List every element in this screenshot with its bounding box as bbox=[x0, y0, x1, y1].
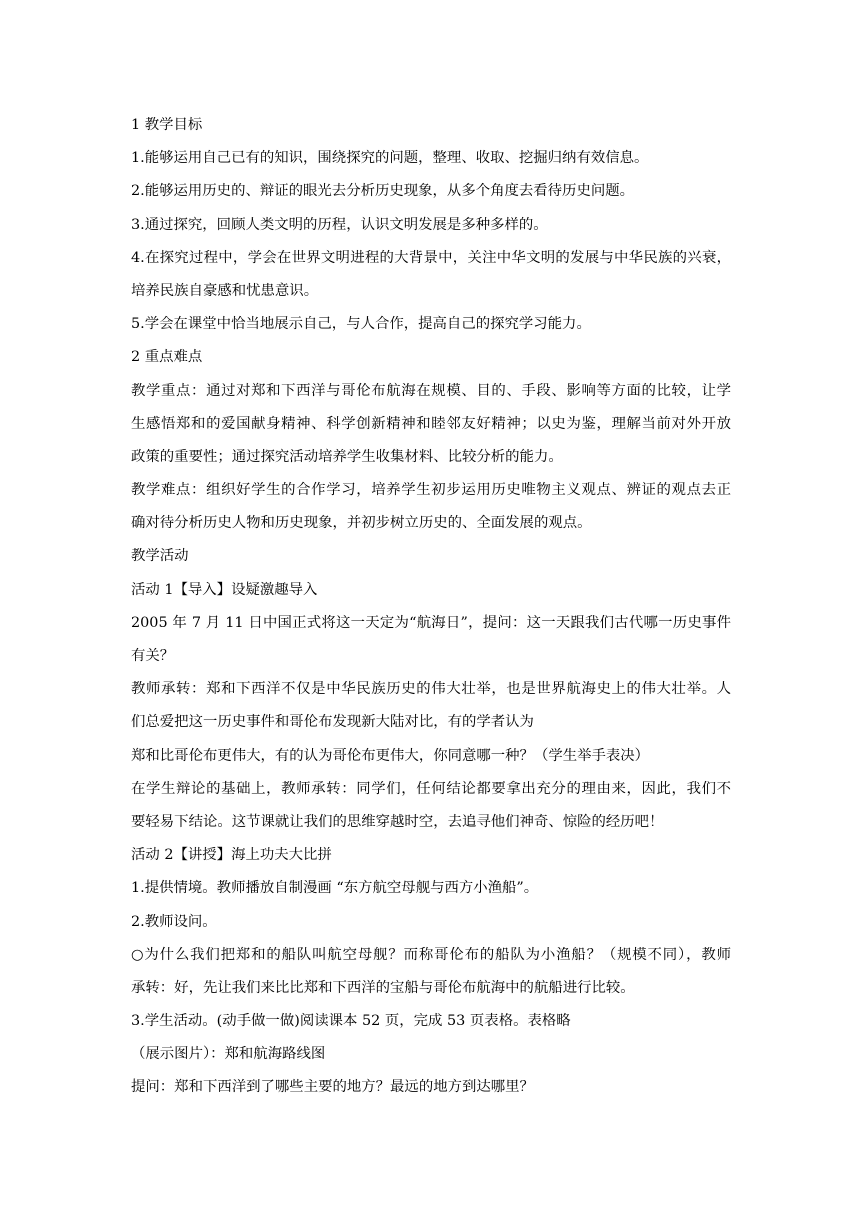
paragraph-line: ○为什么我们把郑和的船队叫航空母舰？而称哥伦布的船队为小渔船？（规模不同），教师 bbox=[131, 946, 731, 963]
paragraph-line: 确对待分析历史人物和历史现象，并初步树立历史的、全面发展的观点。 bbox=[131, 515, 592, 532]
paragraph-line: 3.通过探究，回顾人类文明的历程，认识文明发展是多种多样的。 bbox=[131, 216, 548, 233]
paragraph-line: 要轻易下结论。这节课就让我们的思维穿越时空，去追寻他们神奇、惊险的经历吧！ bbox=[131, 813, 664, 830]
paragraph-line: 培养民族自豪感和忧患意识。 bbox=[131, 282, 319, 299]
paragraph-line: 郑和比哥伦布更伟大，有的认为哥伦布更伟大，你同意哪一种？（学生举手表决） bbox=[131, 747, 650, 764]
section-heading: 2 重点难点 bbox=[131, 349, 203, 366]
paragraph-line: 3.学生活动。(动手做一做)阅读课本 52 页，完成 53 页表格。表格略 bbox=[131, 1013, 571, 1030]
document-body bbox=[131, 109, 731, 1105]
paragraph-line: 政策的重要性；通过探究活动培养学生收集材料、比较分析的能力。 bbox=[131, 448, 563, 465]
paragraph-line: （展示图片）：郑和航海路线图 bbox=[131, 1046, 326, 1063]
paragraph-line: 承转：好，先让我们来比比郑和下西洋的宝船与哥伦布航海中的航船进行比较。 bbox=[131, 979, 635, 996]
activity-heading: 活动 1【导入】设疑激趣导入 bbox=[131, 581, 318, 598]
paragraph-line: 2.能够运用历史的、辩证的眼光去分析历史现象，从多个角度去看待历史问题。 bbox=[131, 183, 635, 200]
paragraph-line: 4.在探究过程中，学会在世界文明进程的大背景中，关注中华文明的发展与中华民族的兴衰， bbox=[131, 249, 731, 266]
paragraph-line: 5.学会在课堂中恰当地展示自己，与人合作，提高自己的探究学习能力。 bbox=[131, 316, 591, 333]
paragraph-line: 2.教师设问。 bbox=[131, 913, 217, 930]
paragraph-line: 有关？ bbox=[131, 648, 175, 664]
paragraph-line: 提问：郑和下西洋到了哪些主要的地方？最远的地方到达哪里？ bbox=[131, 1079, 534, 1096]
paragraph-line: 2005 年 7 月 11 日中国正式将这一天定为“航海日”，提问：这一天跟我们古代哪一历史事件 bbox=[131, 614, 731, 631]
paragraph-line: 教学难点：组织好学生的合作学习，培养学生初步运用历史唯物主义观点、辨证的观点去正 bbox=[131, 482, 731, 499]
section-heading: 1 教学目标 bbox=[131, 117, 203, 133]
paragraph-line: 教学重点：通过对郑和下西洋与哥伦布航海在规模、目的、手段、影响等方面的比较，让学 bbox=[131, 382, 731, 399]
paragraph-line: 们总爱把这一历史事件和哥伦布发现新大陆对比，有的学者认为 bbox=[131, 714, 534, 731]
paragraph-line: 1.能够运用自己已有的知识，围绕探究的问题，整理、收取、挖掘归纳有效信息。 bbox=[131, 150, 649, 167]
paragraph-line: 在学生辩论的基础上，教师承转：同学们，任何结论都要拿出充分的理由来，因此，我们不 bbox=[131, 780, 731, 797]
activity-heading: 活动 2【讲授】海上功夫大比拼 bbox=[131, 847, 332, 864]
paragraph-line: 1.提供情境。教师播放自制漫画 “东方航空母舰与西方小渔船”。 bbox=[131, 880, 539, 897]
section-heading: 教学活动 bbox=[131, 548, 189, 565]
paragraph-line: 教师承转：郑和下西洋不仅是中华民族历史的伟大壮举，也是世界航海史上的伟大壮举。人 bbox=[131, 681, 731, 698]
paragraph-line: 生感悟郑和的爱国献身精神、科学创新精神和睦邻友好精神；以史为鉴，理解当前对外开放 bbox=[131, 415, 731, 432]
